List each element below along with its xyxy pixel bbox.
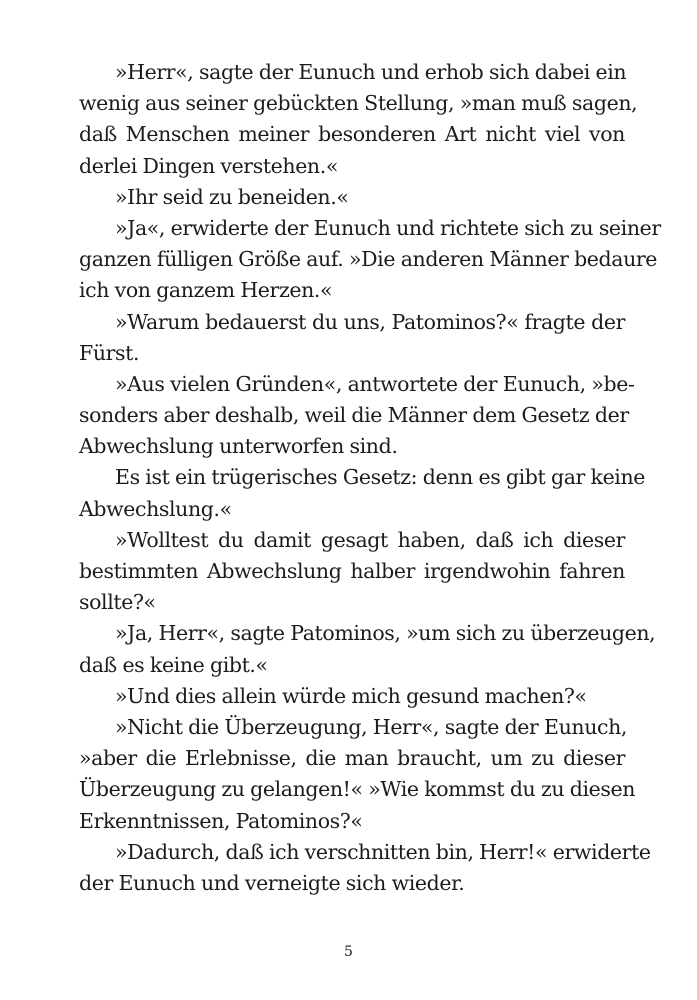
text-line: wenig aus seiner gebückten Stellung, »man muß sagen, xyxy=(79,91,638,116)
text-line: derlei Dingen verstehen.« xyxy=(79,153,338,178)
text-line: bestimmten Abwechslung halber irgendwohin fahren xyxy=(79,559,625,583)
text-line: ich von ganzem Herzen.« xyxy=(79,278,333,303)
text-line: Es ist ein trügerisches Gesetz: denn es gibt gar keine xyxy=(115,465,645,490)
text-line: »Ja«, erwiderte der Eunuch und richtete sich zu seiner xyxy=(115,215,661,240)
text-line: daß Menschen meiner besonderen Art nicht viel von xyxy=(79,122,625,147)
text-line: »Aus vielen Gründen«, antwortete der Eunuch, »be- xyxy=(115,371,635,396)
text-line: »Herr«, sagte der Eunuch und erhob sich dabei ein xyxy=(115,60,627,84)
text-line: »Warum bedauerst du uns, Patominos?« fragte der xyxy=(115,309,625,334)
page-number: 5 xyxy=(344,944,353,960)
text-line: daß es keine gibt.« xyxy=(79,652,268,677)
text-line: »Wolltest du damit gesagt haben, daß ich dieser xyxy=(115,527,625,552)
text-line: Abwechslung.« xyxy=(79,496,232,521)
text-line: »Ja, Herr«, sagte Patominos, »um sich zu überzeugen, xyxy=(115,621,656,646)
text-line: »Und dies allein würde mich gesund machen?« xyxy=(115,683,587,708)
text-line: »aber die Erlebnisse, die man braucht, um zu dieser xyxy=(79,746,625,771)
text-line: sonders aber deshalb, weil die Männer dem Gesetz der xyxy=(79,403,629,428)
text-line: sollte?« xyxy=(79,590,156,615)
text-line: Fürst. xyxy=(79,340,140,365)
text-line: »Ihr seid zu beneiden.« xyxy=(115,184,349,209)
body-text xyxy=(79,57,661,899)
text-line: ganzen fülligen Größe auf. »Die anderen Männer bedaure xyxy=(79,247,658,272)
text-line: Erkenntnissen, Patominos?« xyxy=(79,808,363,833)
text-line: der Eunuch und verneigte sich wieder. xyxy=(79,870,465,895)
text-line: Überzeugung zu gelangen!« »Wie kommst du zu diesen xyxy=(79,777,636,802)
text-line: »Nicht die Überzeugung, Herr«, sagte der Eunuch, xyxy=(115,714,628,739)
text-line: »Dadurch, daß ich verschnitten bin, Herr!« erwiderte xyxy=(115,839,651,864)
text-line: Abwechslung unterworfen sind. xyxy=(79,434,398,459)
